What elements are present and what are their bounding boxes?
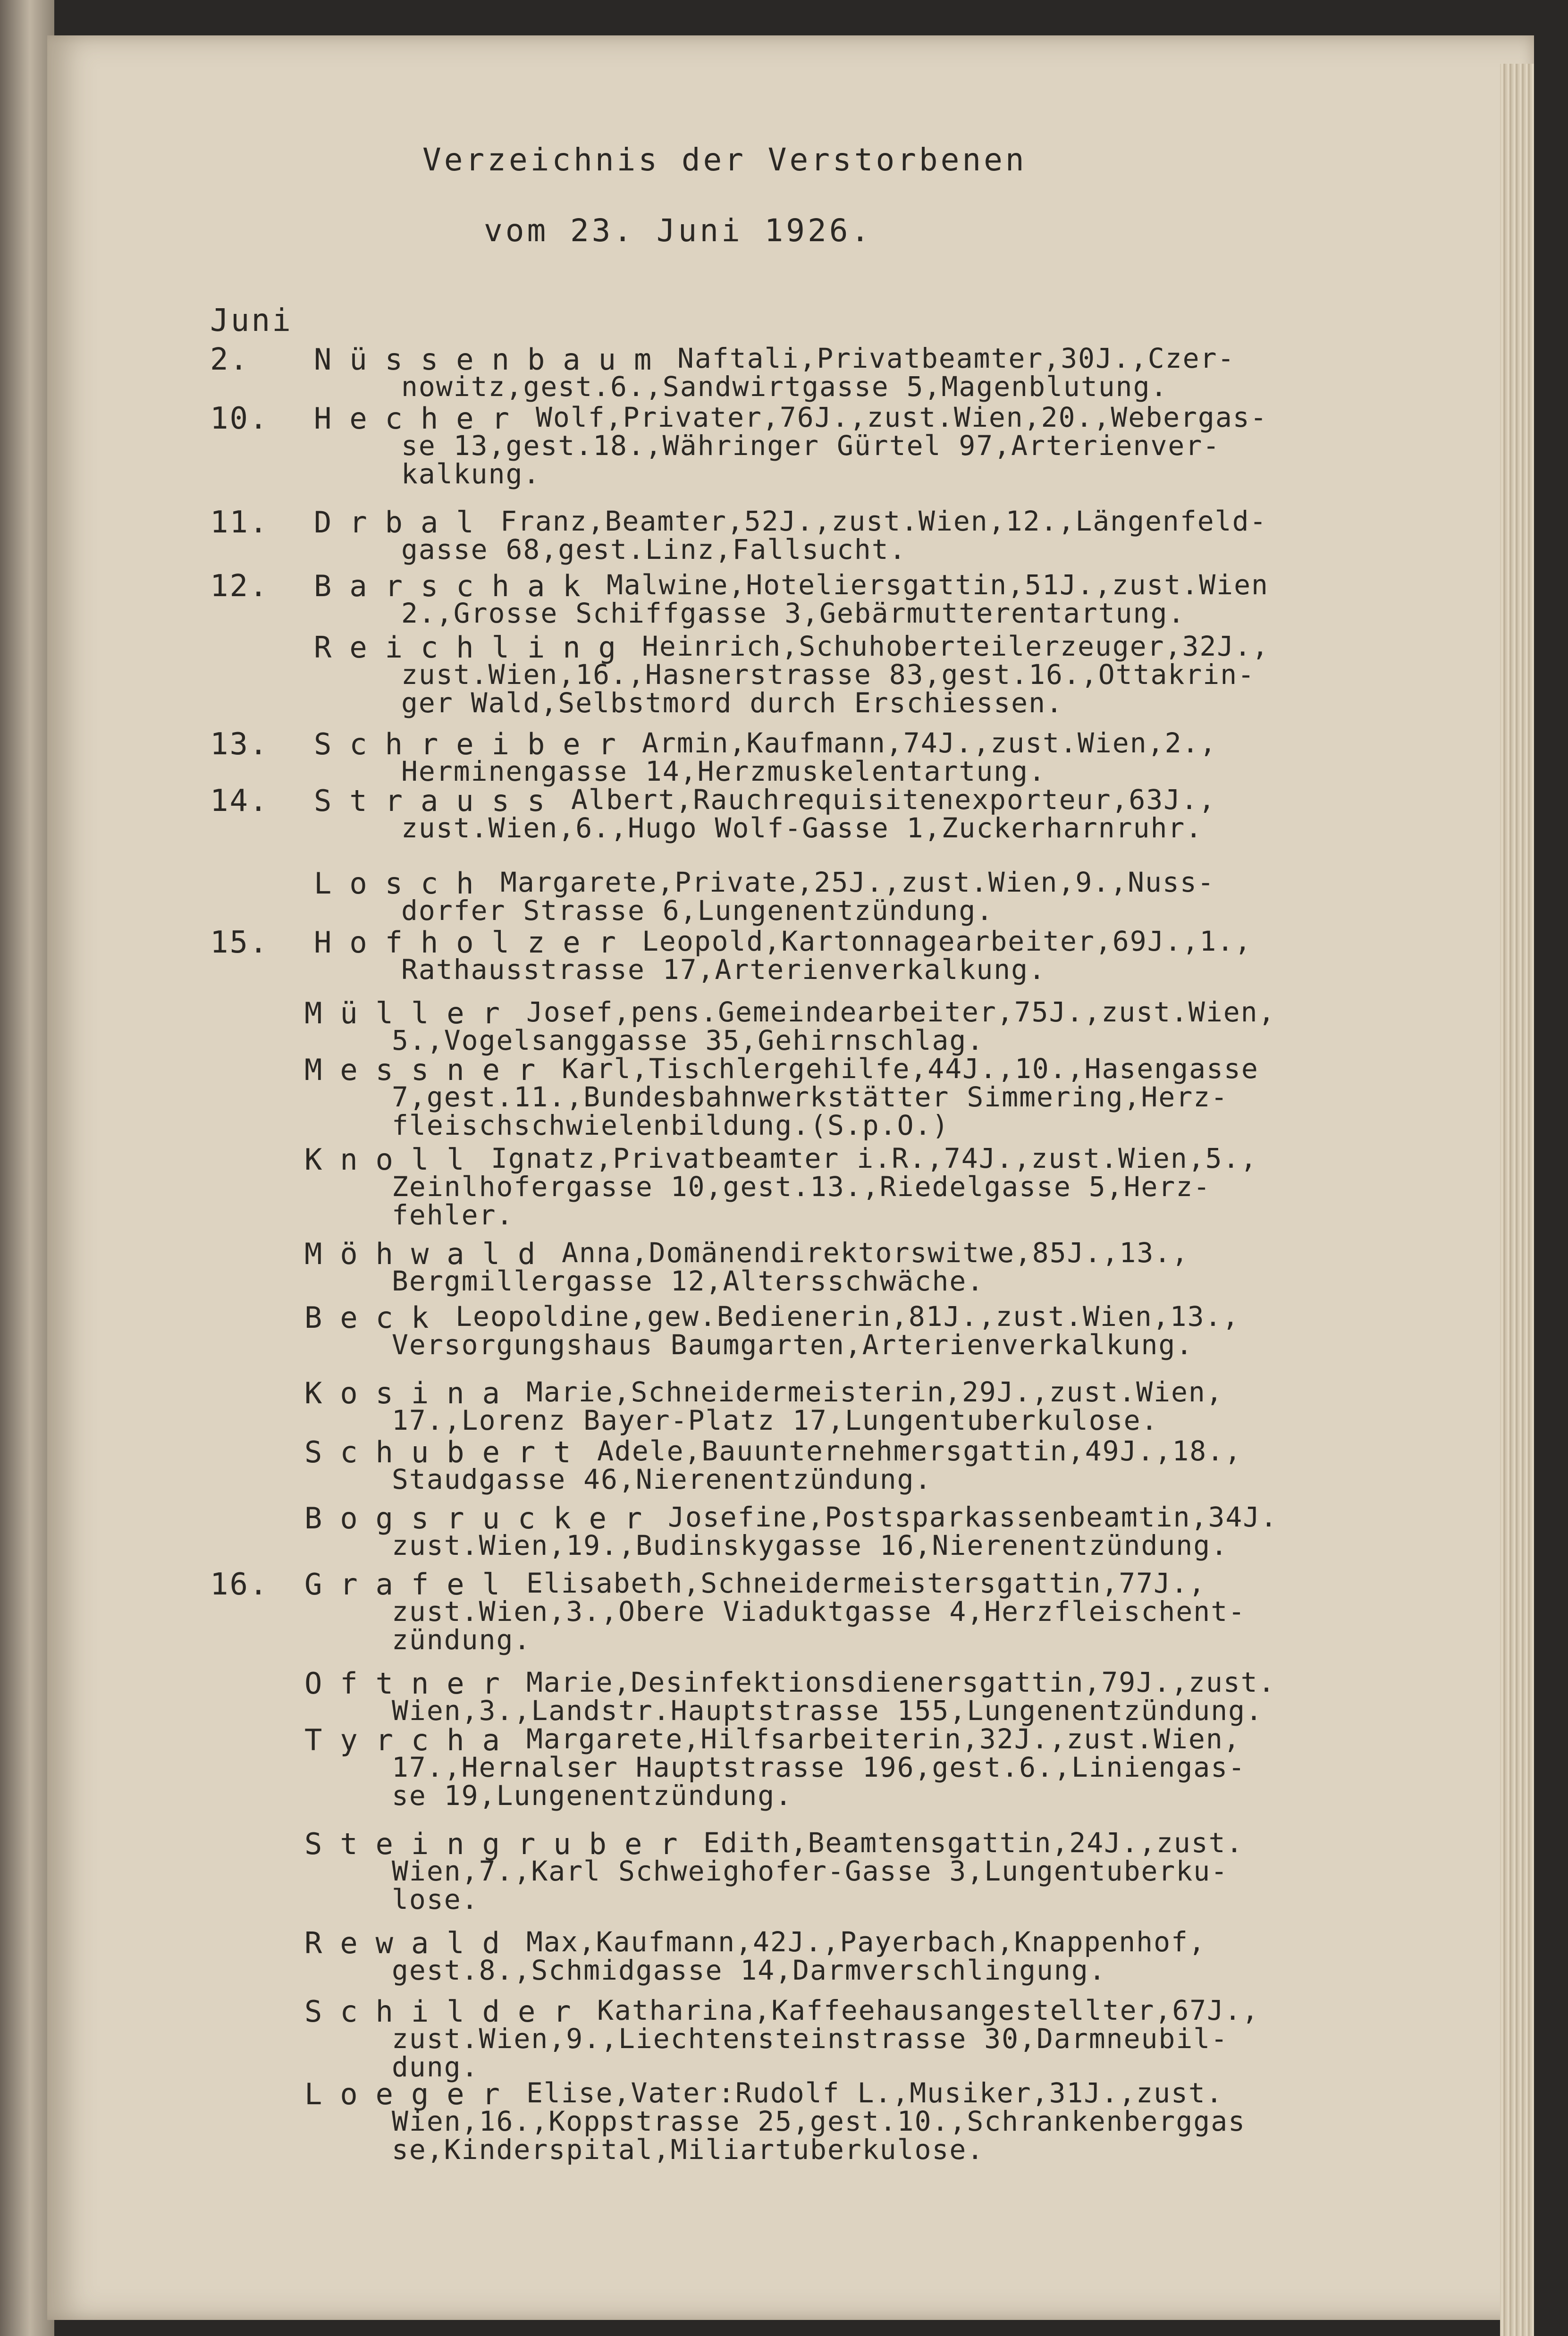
entry-day: 14. (210, 784, 269, 818)
entry-line: se,Kinderspital,Miliartuberkulose. (392, 2134, 985, 2166)
entry-line: 5.,Vogelsanggasse 35,Gehirnschlag. (392, 1024, 985, 1056)
entry-line: zust.Wien,19.,Budinskygasse 16,Nierenentzündung. (392, 1529, 1229, 1561)
entry-surname: Schilder (304, 1994, 589, 2029)
entry-line: Karl,Tischlergehilfe,44J.,10.,Hasengasse (562, 1053, 1259, 1085)
document-subtitle: vom 23. Juni 1926. (484, 212, 873, 249)
entry-line: Josefine,Postsparkassenbeamtin,34J. (668, 1501, 1278, 1533)
entry-surname: Grafel (304, 1567, 518, 1602)
entry-line: Marie,Desinfektionsdienersgattin,79J.,zust. (526, 1666, 1276, 1698)
entry-line: Josef,pens.Gemeindearbeiter,75J.,zust.Wien, (526, 996, 1276, 1028)
entry-line: fehler. (392, 1199, 514, 1231)
entry-surname: Hecher (314, 401, 527, 436)
entry-line: zündung. (392, 1624, 531, 1656)
entry-surname: Hofholzer (314, 925, 634, 960)
entry-line: Elise,Vater:Rudolf L.,Musiker,31J.,zust. (526, 2077, 1223, 2109)
entry-surname: Oftner (304, 1666, 518, 1701)
entry-line: Wolf,Privater,76J.,zust.Wien,20.,Webergas- (536, 401, 1268, 433)
entry-line: Anna,Domänendirektorswitwe,85J.,13., (562, 1237, 1189, 1269)
entry-line: Malwine,Hoteliersgattin,51J.,zust.Wien (607, 569, 1269, 601)
entry-line: Wien,3.,Landstr.Hauptstrasse 155,Lungenentzündung. (392, 1695, 1263, 1727)
entry-day: 2. (210, 342, 250, 377)
entry-line: Marie,Schneidermeisterin,29J.,zust.Wien, (526, 1376, 1223, 1408)
entry-line: Edith,Beamtensgattin,24J.,zust. (703, 1827, 1244, 1859)
entry-day: 11. (210, 505, 269, 540)
entry-line: Wien,7.,Karl Schweighofer-Gasse 3,Lungentuberku- (392, 1855, 1229, 1887)
entry-line: Katharina,Kaffeehausangestellter,67J., (597, 1994, 1259, 2026)
entry-line: lose. (392, 1883, 479, 1915)
entry-line: 2.,Grosse Schiffgasse 3,Gebärmutterentartung. (401, 597, 1186, 629)
entry-line: zust.Wien,6.,Hugo Wolf-Gasse 1,Zuckerharnruhr. (401, 812, 1203, 844)
entry-surname: Losch (314, 866, 492, 901)
entry-line: Leopoldine,gew.Bedienerin,81J.,zust.Wien,13., (455, 1300, 1240, 1332)
entry-day: 10. (210, 401, 269, 436)
document-page (47, 35, 1534, 2320)
entry-line: Zeinlhofergasse 10,gest.13.,Riedelgasse 5,Herz- (392, 1171, 1211, 1203)
entry-line: dung. (392, 2051, 479, 2083)
entry-line: Staudgasse 46,Nierenentzündung. (392, 1463, 932, 1495)
entry-line: Rathausstrasse 17,Arterienverkalkung. (401, 953, 1046, 986)
entry-surname: Bogsrucker (304, 1501, 660, 1535)
entry-line: zust.Wien,16.,Hasnerstrasse 83,gest.16.,Ottakrin- (401, 658, 1256, 691)
entry-line: Herminengasse 14,Herzmuskelentartung. (401, 755, 1046, 787)
entry-surname: Nüssenbaum (314, 342, 670, 377)
entry-line: 7,gest.11.,Bundesbahnwerkstätter Simmering,Herz- (392, 1081, 1229, 1113)
entry-line: Adele,Bauunternehmersgattin,49J.,18., (597, 1435, 1242, 1467)
entry-line: Armin,Kaufmann,74J.,zust.Wien,2., (642, 727, 1217, 759)
entry-line: nowitz,gest.6.,Sandwirtgasse 5,Magenblutung. (401, 371, 1168, 403)
entry-line: Albert,Rauchrequisitenexporteur,63J., (571, 784, 1216, 816)
entry-surname: Steingruber (304, 1827, 696, 1861)
entry-line: zust.Wien,9.,Liechtensteinstrasse 30,Darmneubil- (392, 2023, 1229, 2055)
entry-line: dorfer Strasse 6,Lungenentzündung. (401, 894, 994, 927)
entry-surname: Knoll (304, 1142, 482, 1177)
entry-line: Bergmillergasse 12,Altersschwäche. (392, 1265, 985, 1297)
entry-surname: Kosina (304, 1376, 518, 1410)
entry-surname: Reichling (314, 630, 634, 665)
entry-line: zust.Wien,3.,Obere Viaduktgasse 4,Herzfleischent- (392, 1595, 1246, 1628)
entry-line: Elisabeth,Schneidermeistersgattin,77J., (526, 1567, 1206, 1599)
entry-surname: Loeger (304, 2077, 518, 2111)
entry-line: kalkung. (401, 458, 541, 490)
entry-line: gasse 68,gest.Linz,Fallsucht. (401, 533, 907, 565)
entry-line: se 19,Lungenentzündung. (392, 1779, 793, 1812)
entry-line: Versorgungshaus Baumgarten,Arterienverkalkung. (392, 1329, 1194, 1361)
entry-surname: Barschak (314, 569, 599, 603)
entry-day: 13. (210, 727, 269, 762)
entry-surname: Schubert (304, 1435, 589, 1469)
page-stack-edge (1500, 64, 1534, 2336)
entry-line: ger Wald,Selbstmord durch Erschiessen. (401, 687, 1063, 719)
entry-line: Wien,16.,Koppstrasse 25,gest.10.,Schrankenberggas (392, 2105, 1246, 2137)
document-title: Verzeichnis der Verstorbenen (422, 142, 1027, 178)
entry-line: fleischschwielenbildung.(S.p.O.) (392, 1109, 950, 1141)
entry-line: 17.,Hernalser Hauptstrasse 196,gest.6.,Liniengas- (392, 1751, 1246, 1783)
entry-line: Ignatz,Privatbeamter i.R.,74J.,zust.Wien,5., (491, 1142, 1258, 1174)
entry-surname: Tyrcha (304, 1723, 518, 1757)
entry-surname: Strauss (314, 784, 563, 818)
entry-line: Franz,Beamter,52J.,zust.Wien,12.,Längenfeld- (500, 505, 1267, 537)
entry-line: gest.8.,Schmidgasse 14,Darmverschlingung. (392, 1954, 1106, 1986)
entry-surname: Beck (304, 1300, 447, 1335)
entry-line: Leopold,Kartonnagearbeiter,69J.,1., (642, 925, 1252, 957)
entry-line: Naftali,Privatbeamter,30J.,Czer- (677, 342, 1235, 374)
entry-line: Margarete,Hilfsarbeiterin,32J.,zust.Wien, (526, 1723, 1241, 1755)
entry-line: Max,Kaufmann,42J.,Payerbach,Knappenhof, (526, 1926, 1206, 1958)
entry-surname: Möhwald (304, 1237, 554, 1271)
entry-surname: Müller (304, 996, 518, 1030)
entry-line: Heinrich,Schuhoberteilerzeuger,32J., (642, 630, 1270, 662)
entry-line: se 13,gest.18.,Währinger Gürtel 97,Arterienver- (401, 430, 1221, 462)
entry-surname: Messner (304, 1053, 554, 1087)
entry-day: 16. (210, 1567, 269, 1602)
month-heading: Juni (210, 302, 293, 338)
entry-line: Margarete,Private,25J.,zust.Wien,9.,Nuss- (500, 866, 1215, 898)
entry-surname: Rewald (304, 1926, 518, 1960)
entry-surname: Drbal (314, 505, 492, 540)
adjacent-page-edge (0, 0, 54, 2336)
entry-surname: Schreiber (314, 727, 634, 761)
entry-day: 12. (210, 569, 269, 604)
entry-day: 15. (210, 925, 269, 960)
entry-line: 17.,Lorenz Bayer-Platz 17,Lungentuberkulose. (392, 1404, 1159, 1436)
